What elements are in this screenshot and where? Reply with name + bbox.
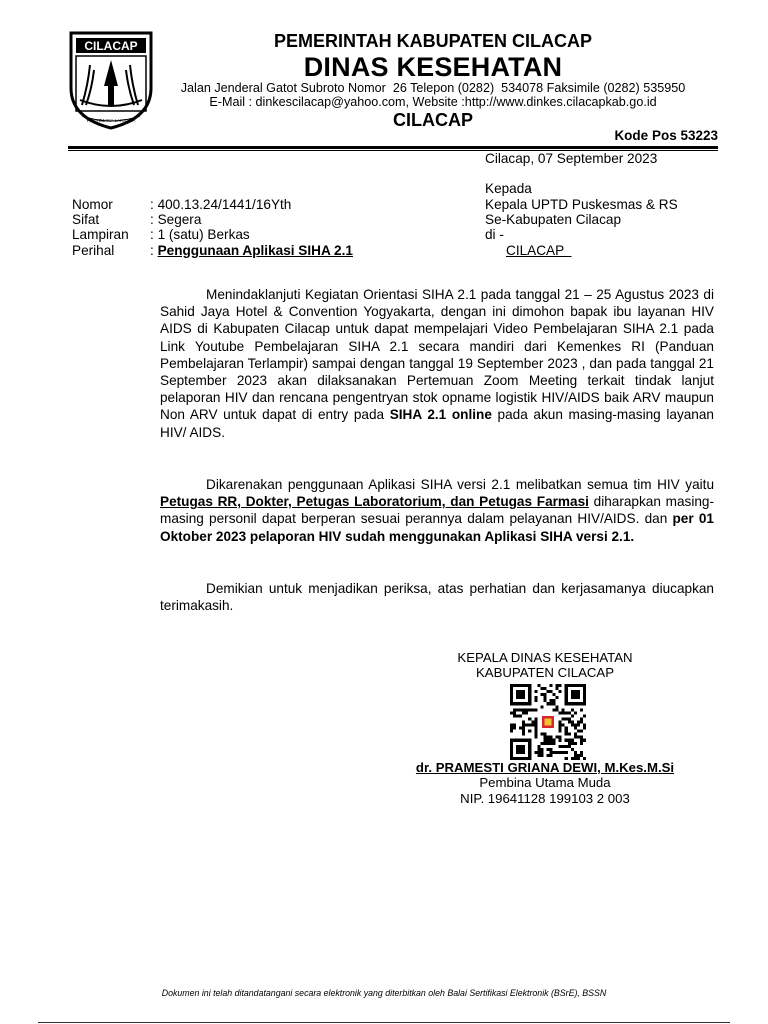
- recipient-line: Kepala UPTD Puskesmas & RS: [485, 197, 678, 212]
- recipient-line: di -: [485, 227, 504, 242]
- agency-name: DINAS KESEHATAN: [303, 52, 563, 82]
- recipient-kepada: Kepada: [485, 181, 532, 196]
- recipient-city: CILACAP: [506, 243, 572, 258]
- signatory-rank: Pembina Utama Muda: [479, 775, 611, 790]
- header-rule-thick: [68, 146, 718, 149]
- regency-logo: [68, 30, 154, 130]
- p1-text: Menindaklanjuti Kegiatan Orientasi SIHA 2.1 pada tanggal 21 – 25 Agustus 2023 di Sahid Jaya Hotel & Convention Yogyakarta, dengan ini dimohon bapak ibu layanan HIV AIDS di Kabupaten Cilacap untuk dapat mempelajari Video Pembelajaran SIHA 2.1 pada Link Youtube Pembelajaran SIHA 2.1 secara mandiri dari Kemenkes RI (Panduan Pembelajaran Terlampir) sampai dengan tanggal 19 September 2023 , dan pada tanggal 21 September 2023 akan dilaksanakan Pertemuan Zoom Meeting terkait tindak lanjut pelaporan HIV dan rencana pengentryan stok opname logistik HIV/AIDS baik ARV maupun Non ARV untuk dapat di entry pada: [160, 287, 714, 423]
- signatory-nip: NIP. 19641128 199103 2 003: [460, 791, 630, 806]
- sifat-text: Segera: [157, 212, 202, 227]
- signatory-title: KEPALA DINAS KESEHATAN: [457, 650, 633, 665]
- e-signature-footer: Dokumen ini telah ditandatangani secara elektronik yang diterbitkan oleh Balai Sertifikasi Elektronik (BSrE), BSSN: [161, 988, 607, 998]
- p2-mid: diharapkan masing-masing personil dapat berperan sesuai perannya dalam pelayanan HIV/AIDS. dan: [160, 494, 714, 527]
- government-name: PEMERINTAH KABUPATEN CILACAP: [274, 31, 592, 51]
- p2-text: Dikarenakan penggunaan Aplikasi SIHA versi 2.1 melibatkan semua tim HIV yaitu: [206, 477, 714, 492]
- letter-date: Cilacap, 07 September 2023: [485, 151, 658, 166]
- lampiran-text: 1 (satu) Berkas: [157, 227, 250, 242]
- meta-separator: :: [150, 227, 158, 242]
- perihal-text: Penggunaan Aplikasi SIHA 2.1: [157, 243, 353, 258]
- postal-code: Kode Pos 53223: [614, 128, 718, 143]
- signature-qr-code: [510, 684, 586, 760]
- nomor-text: 400.13.24/1441/16Yth: [157, 197, 292, 212]
- recipient-line: Se-Kabupaten Cilacap: [485, 212, 622, 227]
- meta-separator: :: [150, 212, 158, 227]
- footer-rule: [38, 1022, 730, 1023]
- lampiran-label: Lampiran: [72, 227, 129, 242]
- signatory-org: KABUPATEN CILACAP: [475, 665, 615, 680]
- signatory-name: dr. PRAMESTI GRIANA DEWI, M.Kes.M.Si: [415, 760, 675, 775]
- p2-deadline: per 01 Oktober 2023 pelaporan HIV sudah menggunakan Aplikasi SIHA versi 2.1.: [160, 511, 714, 544]
- agency-address: Jalan Jenderal Gatot Subroto Nomor 26 Telepon (0282) 534078 Faksimile (0282) 535950: [180, 81, 686, 95]
- body-paragraph-3: [160, 580, 714, 614]
- perihal-label: Perihal: [72, 243, 115, 258]
- agency-contact: E-Mail : dinkescilacap@yahoo.com, Website :http://www.dinkes.cilacapkab.go.id: [209, 95, 657, 109]
- svg-text:PRAYOJANA LAKSANA: PRAYOJANA LAKSANA: [86, 118, 136, 123]
- p2-staff-list: Petugas RR, Dokter, Petugas Laboratorium, dan Petugas Farmasi: [160, 494, 589, 510]
- body-paragraph-1: [160, 286, 714, 441]
- letterhead-city: CILACAP: [393, 110, 473, 130]
- perihal-value: [150, 242, 353, 259]
- body-paragraph-2: [160, 476, 714, 545]
- svg-text:CILACAP: CILACAP: [84, 39, 138, 53]
- nomor-label: Nomor: [72, 197, 113, 212]
- meta-separator: :: [150, 243, 158, 258]
- meta-separator: :: [150, 197, 158, 212]
- p3-text: Demikian untuk menjadikan periksa, atas perhatian dan kerjasamanya diucapkan terimakasih.: [160, 581, 714, 614]
- p1-tail: pada akun masing-masing layanan HIV/ AIDS.: [160, 407, 714, 440]
- lampiran-value: [150, 226, 250, 243]
- p1-bold: SIHA 2.1 online: [389, 407, 492, 423]
- sifat-label: Sifat: [72, 212, 100, 227]
